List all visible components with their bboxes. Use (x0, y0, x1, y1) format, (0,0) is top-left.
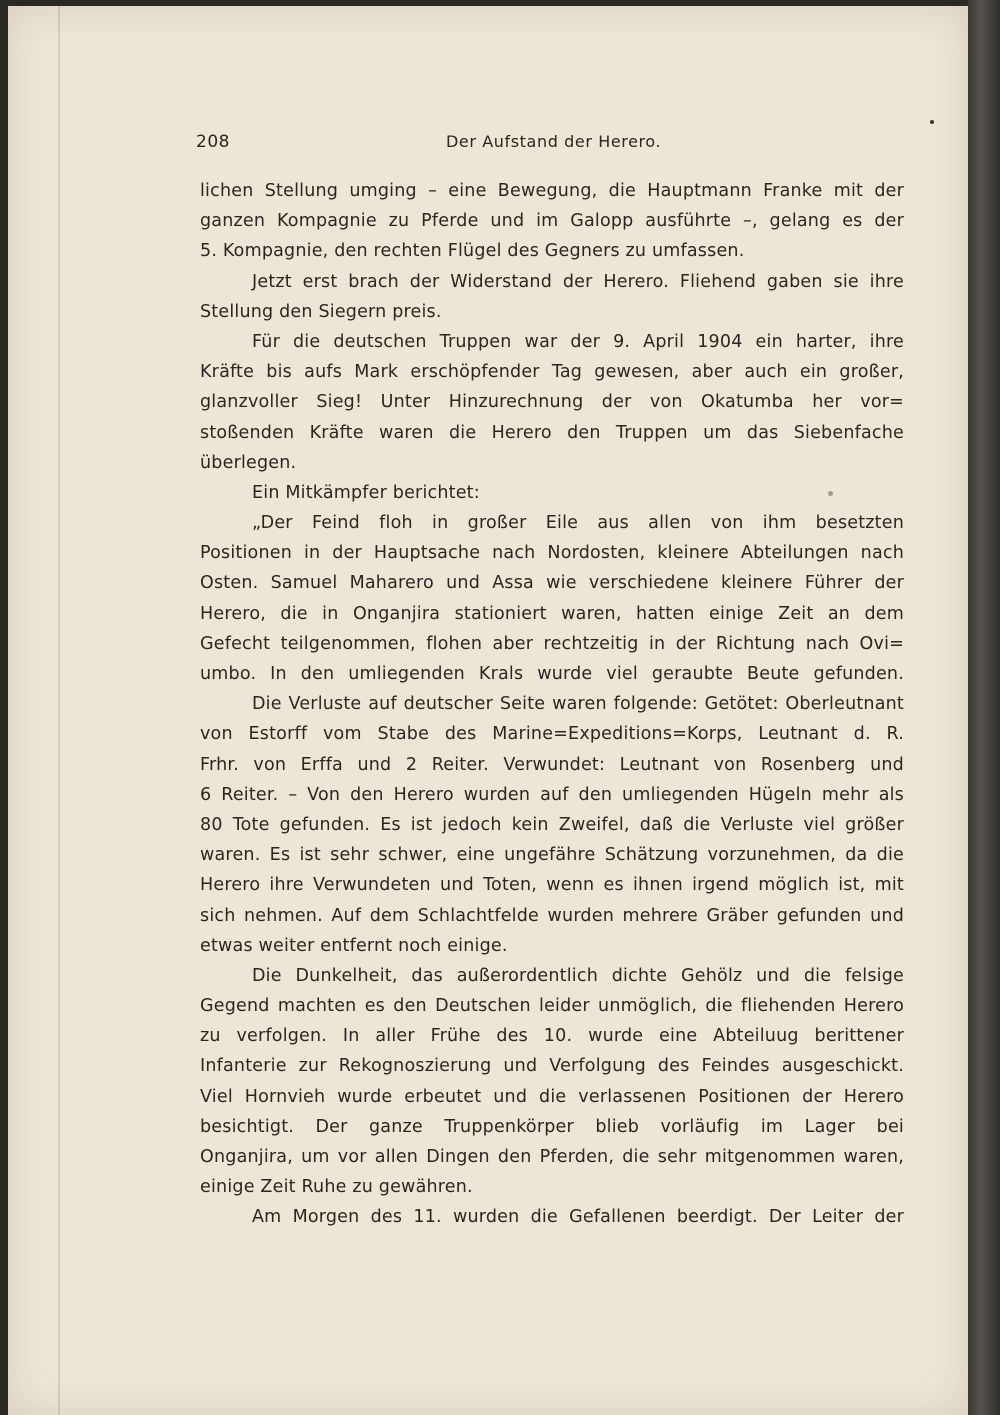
text-line: 6 Reiter. – Von den Herero wurden auf den umliegenden Hügeln mehr als (200, 784, 904, 805)
text-line: zu verfolgen. In aller Frühe des 10. wurde eine Abteiluug berittener (200, 1026, 904, 1047)
page-fold-shadow (58, 6, 60, 1415)
text-line: Positionen in der Hauptsache nach Nordosten, kleinere Abteilungen nach (200, 543, 904, 564)
text-line: Osten. Samuel Maharero und Assa wie verschiedene kleinere Führer der (200, 573, 904, 594)
text-line: sich nehmen. Auf dem Schlachtfelde wurden mehrere Gräber gefunden und (200, 905, 904, 926)
text-line: ganzen Kompagnie zu Pferde und im Galopp ausführte –, gelang es der (200, 211, 904, 232)
text-line: stoßenden Kräfte waren die Herero den Truppen um das Siebenfache (200, 422, 904, 443)
text-line: lichen Stellung umging – eine Bewegung, die Hauptmann Franke mit der (200, 181, 904, 201)
page-number: 208 (196, 132, 230, 152)
text-line: Frhr. von Erffa und 2 Reiter. Verwundet: Leutnant von Rosenberg und (200, 754, 904, 775)
scan-edge-strip (968, 0, 1000, 1415)
text-line: Die Dunkelheit, das außerordentlich dichte Gehölz und die felsige (252, 965, 904, 986)
text-line: 5. Kompagnie, den rechten Flügel des Gegners zu umfassen. (200, 241, 745, 262)
text-line: Onganjira, um vor allen Dingen den Pferden, die sehr mitgenommen waren, (200, 1147, 904, 1167)
text-line: Gefecht teilgenommen, flohen aber rechtzeitig in der Richtung nach Ovi= (200, 633, 904, 654)
text-line: von Estorff vom Stabe des Marine=Expeditions=Korps, Leutnant d. R. (200, 724, 904, 745)
text-line: einige Zeit Ruhe zu gewähren. (200, 1177, 473, 1198)
text-line: Herero ihre Verwundeten und Toten, wenn es ihnen irgend möglich ist, mit (200, 875, 904, 896)
text-line: Die Verluste auf deutscher Seite waren folgende: Getötet: Oberleutnant (252, 694, 904, 715)
text-line: Infanterie zur Rekognoszierung und Verfolgung des Feindes ausgeschickt. (200, 1056, 904, 1077)
text-line: waren. Es ist sehr schwer, eine ungefähre Schätzung vorzunehmen, da die (200, 845, 904, 866)
text-line: Herero, die in Onganjira stationiert waren, hatten einige Zeit an dem (200, 603, 904, 624)
page-header (196, 130, 904, 158)
text-line: Kräfte bis aufs Mark erschöpfender Tag gewesen, aber auch ein großer, (200, 362, 904, 383)
text-line: etwas weiter entfernt noch einige. (200, 935, 508, 956)
text-line: umbo. In den umliegenden Krals wurde viel geraubte Beute gefunden. (200, 664, 904, 684)
text-line: besichtigt. Der ganze Truppenkörper blieb vorläufig im Lager bei (200, 1116, 904, 1137)
text-line: Am Morgen des 11. wurden die Gefallenen beerdigt. Der Leiter der (252, 1207, 904, 1228)
speck-mark (930, 120, 934, 124)
running-title: Der Aufstand der Herero. (446, 132, 662, 151)
text-line: Gegend machten es den Deutschen leider unmöglich, die fliehenden Herero (200, 996, 904, 1017)
text-line: glanzvoller Sieg! Unter Hinzurechnung der von Okatumba her vor= (200, 392, 904, 413)
text-line: „Der Feind floh in großer Eile aus allen von ihm besetzten (252, 513, 904, 534)
text-line: Jetzt erst brach der Widerstand der Herero. Fliehend gaben sie ihre (252, 271, 904, 292)
text-line: Viel Hornvieh wurde erbeutet und die verlassenen Positionen der Herero (200, 1086, 904, 1107)
text-line: Ein Mitkämpfer berichtet: (252, 482, 480, 503)
text-line: Für die deutschen Truppen war der 9. April 1904 ein harter, ihre (252, 331, 904, 352)
text-line: Stellung den Siegern preis. (200, 301, 442, 322)
body-text (200, 176, 904, 1233)
text-line: überlegen. (200, 452, 297, 473)
text-line: 80 Tote gefunden. Es ist jedoch kein Zweifel, daß die Verluste viel größer (200, 814, 904, 835)
